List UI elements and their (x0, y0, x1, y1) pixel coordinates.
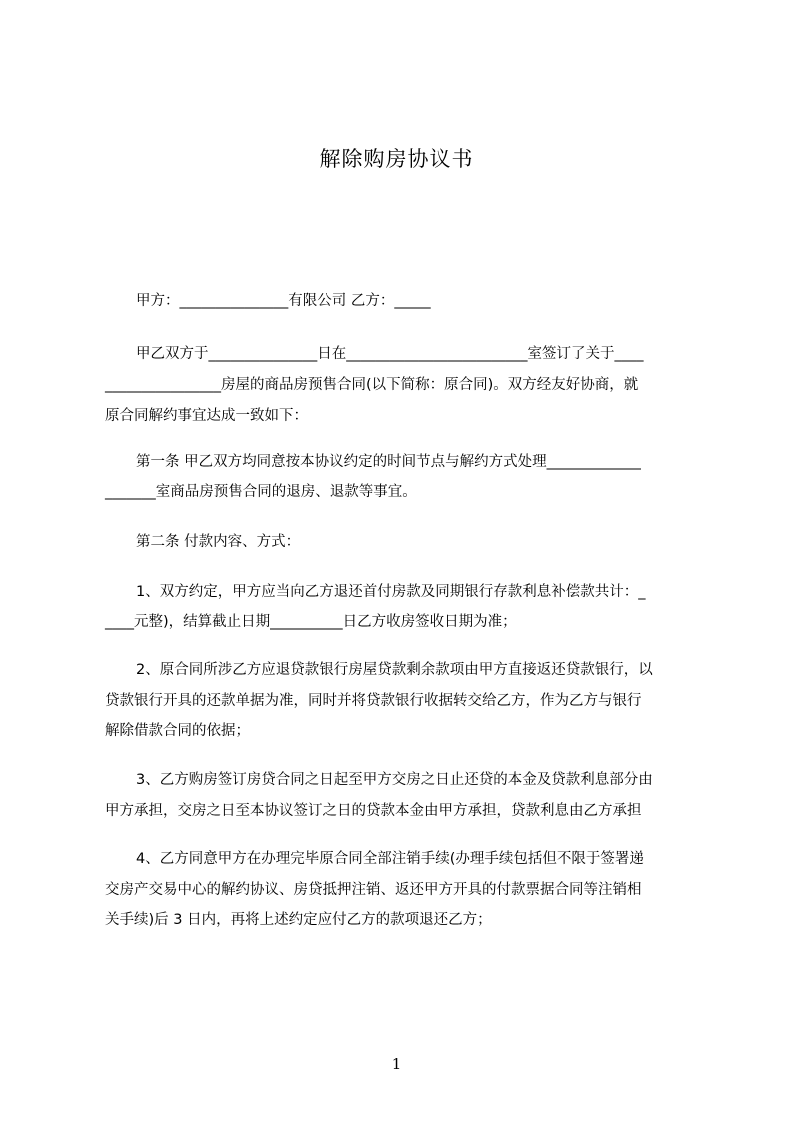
article-2-heading: 第二条 付款内容、方式： (136, 534, 301, 550)
parties-line: 甲方：_______________有限公司 乙方：_____ (136, 293, 431, 309)
article-1-line: 第一条 甲乙双方均同意按本协议约定的时间节点与解约方式处理_____________ (136, 454, 641, 470)
intro-line: ________________房屋的商品房预售合同(以下简称：原合同)。双方经友好协商，就 (105, 377, 639, 393)
clause-4-line: 4、乙方同意甲方在办理完毕原合同全部注销手续(办理手续包括但不限于签署递 (136, 851, 644, 867)
clause-3-line: 3、乙方购房签订房贷合同之日起至甲方交房之日止还贷的本金及贷款利息部分由 (136, 772, 653, 788)
clause-2-line: 贷款银行开具的还款单据为准，同时并将贷款银行收据转交给乙方，作为乙方与银行 (105, 693, 642, 709)
clause-4-line: 关手续)后 3 日内，再将上述约定应付乙方的款项退还乙方； (105, 912, 492, 928)
clause-1-line: 1、双方约定，甲方应当向乙方退还首付房款及同期银行存款利息补偿款共计：_ (136, 584, 646, 600)
clause-4-line: 交房产交易中心的解约协议、房贷抵押注销、返还甲方开具的付款票据合同等注销相 (105, 882, 642, 898)
clause-2-line: 解除借款合同的依据； (105, 723, 250, 739)
intro-line: 原合同解约事宜达成一致如下： (105, 408, 308, 424)
clause-2-line: 2、原合同所涉乙方应退贷款银行房屋贷款剩余款项由甲方直接返还贷款银行，以 (136, 662, 653, 678)
document-title: 解除购房协议书 (319, 147, 474, 171)
clause-3-line: 甲方承担，交房之日至本协议签订之日的贷款本金由甲方承担，贷款利息由乙方承担 (105, 803, 642, 819)
page-number: 1 (391, 1055, 402, 1073)
article-1-line: _______室商品房预售合同的退房、退款等事宜。 (105, 484, 417, 500)
intro-line: 甲乙双方于_______________日在_________________________室签订了关于____ (136, 346, 644, 362)
clause-1-line: ____元整)，结算截止日期__________日乙方收房签收日期为准； (105, 614, 517, 630)
